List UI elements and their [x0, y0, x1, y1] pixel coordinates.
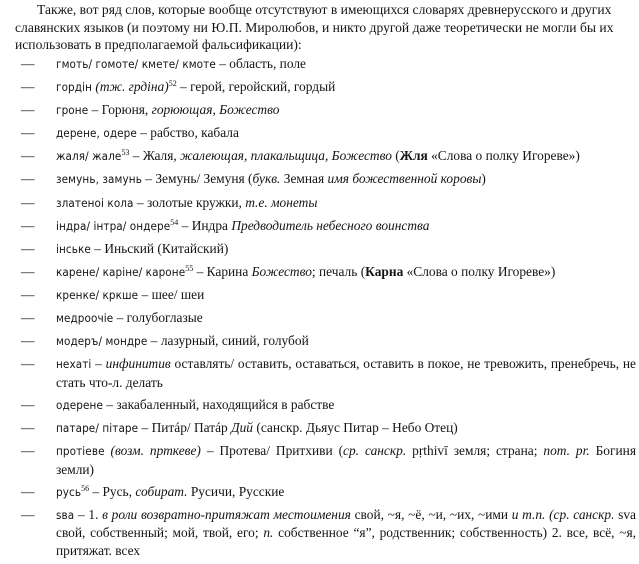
list-item: [21, 240, 636, 259]
translation: – голубоглазые: [113, 310, 203, 326]
dash-bullet: —: [21, 56, 35, 71]
intro-line: славянских языков (и поэтому ни Ю.П. Миролюбов, и никто другой даже теоретически не могли бы их: [15, 19, 614, 35]
dash-bullet: —: [21, 333, 35, 349]
bold-word: Жля: [399, 148, 428, 164]
footnote-ref: 54: [170, 217, 179, 227]
dash-bullet: —: [21, 263, 35, 279]
grammar-note: в роли возвратно-притяжат местоимения: [102, 506, 351, 522]
dash-bullet: —: [21, 171, 35, 187]
word-list: [21, 55, 636, 564]
list-item: [21, 309, 636, 328]
list-item: [21, 355, 636, 391]
list-item: [21, 419, 636, 438]
dash-bullet: —: [21, 240, 35, 256]
source-word: гроне: [56, 103, 89, 118]
list-item: [21, 55, 636, 74]
abbr: n.: [263, 525, 274, 541]
translation: – Русь,: [89, 483, 136, 499]
translation: – шее/ шеи: [138, 286, 205, 302]
list-item: [21, 194, 636, 213]
text: Богиня земли): [56, 443, 636, 477]
dash-bullet: —: [21, 217, 35, 233]
dash-bullet: —: [21, 419, 35, 435]
dash-bullet: —: [21, 483, 35, 499]
abbr: собират.: [135, 483, 188, 499]
dash-bullet: —: [21, 125, 35, 141]
dash-bullet: —: [21, 443, 35, 458]
translation: – лазурный, синий, голубой: [147, 333, 309, 349]
list-item: [21, 170, 636, 189]
translation: – Питáр/ Патáр: [138, 419, 232, 435]
dash-bullet: —: [21, 506, 35, 522]
abbr: пот. pr.: [543, 443, 590, 458]
variant-note: (возм. прткеве): [110, 443, 201, 458]
intro-line: Также, вот ряд слов, которые вообще отсутствуют в имеющихся словарях древнерусского и других: [37, 2, 612, 17]
dash-bullet: —: [21, 396, 35, 412]
dash-bullet: —: [21, 310, 35, 326]
variant-note: (тж. грдіна): [95, 79, 169, 95]
source-word: медроочіе: [56, 311, 114, 326]
translation-italic: Дий: [231, 419, 254, 435]
footnote-ref: 56: [81, 483, 90, 493]
list-item: [21, 124, 636, 143]
text: ; печаль (: [311, 263, 366, 279]
source-word: дерене, одере: [56, 126, 137, 141]
dash-bullet: —: [21, 148, 35, 164]
list-item: [21, 147, 636, 166]
source-word: жаля/ жале: [56, 149, 122, 164]
text: ): [481, 171, 486, 187]
source-word: модеръ/ мондре: [56, 334, 148, 349]
translation: – область, поле: [215, 56, 306, 71]
source-word: індра/ інтра/ ондере: [56, 218, 171, 233]
footnote-ref: 55: [185, 263, 194, 273]
translation-italic: жалеющая, плакальщица, Божество: [180, 148, 392, 164]
text: – 1.: [74, 506, 103, 522]
dash-bullet: —: [21, 356, 35, 372]
text: pṛthivī земля; страна;: [406, 443, 544, 458]
footnote-ref: 53: [121, 148, 130, 158]
abbr: букв.: [252, 171, 281, 187]
text: собственное “я”, родственник; собственность) 2. все, всё, ~я, притяжат. всех: [56, 525, 637, 558]
intro-line: использовать в предполагаемой фальсификации):: [15, 37, 302, 52]
list-item: [21, 101, 636, 120]
text: (санскр.: [253, 419, 306, 435]
footnote-ref: 52: [168, 79, 177, 89]
source-word: патаре/ пітаре: [56, 420, 139, 435]
intro-paragraph: [15, 1, 635, 54]
text: (: [391, 148, 400, 164]
list-item: [21, 506, 636, 560]
list-item: [21, 263, 636, 282]
list-item: [21, 78, 636, 97]
source-word: гордін: [56, 80, 93, 95]
translation: – рабство, кабала: [136, 125, 239, 141]
abbr: и т.п. (ср. санскр.: [511, 506, 615, 522]
dash-bullet: —: [21, 286, 35, 302]
translation-italic: имя божественной коровы: [327, 171, 482, 187]
translation-italic: Предводитель небесного воинства: [231, 217, 430, 233]
text: Земная: [280, 171, 328, 187]
text: Русичи, Русские: [187, 483, 285, 499]
source-word: русь: [56, 484, 82, 499]
list-item: [21, 332, 636, 351]
source-word: карене/ каріне/ кароне: [56, 264, 186, 279]
translation: – герой, геройский, гордый: [176, 79, 336, 95]
grammar-note: инфинитив: [105, 356, 171, 372]
source-word: кренке/ кркше: [56, 287, 139, 302]
list-item: [21, 217, 636, 236]
list-item: [21, 286, 636, 305]
text: Дьяус Питар: [305, 419, 379, 435]
translation-italic: Божество: [251, 263, 312, 279]
translation: – Иньский (Китайский): [90, 240, 229, 256]
translation: – Протева/ Притхиви (: [200, 443, 344, 458]
dash-bullet: —: [21, 194, 35, 210]
dash-bullet: —: [21, 79, 35, 95]
text: –: [91, 356, 106, 372]
translation: – золотые кружки: [133, 194, 239, 210]
abbr: ср. санскр.: [343, 443, 407, 458]
translation: оставлять/ оставить, оставаться, оставить в покое, не тревожить, пренебречь, не стать что-л. делать: [56, 356, 636, 390]
source-word: златеноі кола: [56, 195, 134, 210]
text: sva свой, собственный; мой, твой, его;: [56, 506, 636, 541]
text: «Слова о полку Игореве»): [403, 263, 556, 279]
source-word: гмоть/ гомоте/ кмете/ кмоте: [56, 57, 216, 71]
bold-word: Карна: [365, 263, 404, 279]
list-item: [21, 396, 636, 415]
source-word: інське: [56, 241, 91, 256]
translation: – закабаленный, находящийся в рабстве: [103, 396, 335, 412]
translation: – Жаля,: [129, 148, 181, 164]
list-item: [21, 483, 636, 502]
text: «Слова о полку Игореве»): [427, 148, 580, 164]
translation: свой, ~я, ~ё, ~и, ~их, ~ими: [350, 506, 512, 522]
translation-italic: , т.е. монеты: [238, 194, 318, 210]
translation: – Земунь/ Земуня (: [141, 171, 253, 187]
dash-bullet: —: [21, 102, 35, 118]
source-word: ѕва: [56, 507, 75, 522]
list-item: [21, 442, 636, 478]
translation-italic: горюющая, Божество: [151, 102, 280, 118]
source-word: протіеве: [56, 444, 105, 458]
source-word: нехаті: [56, 357, 92, 372]
translation: – Горюня,: [88, 102, 152, 118]
source-word: одерене: [56, 397, 103, 412]
source-word: земунь, замунь: [56, 172, 142, 187]
translation: – Индра: [178, 217, 232, 233]
text: – Небо Отец): [378, 419, 458, 435]
translation: – Карина: [193, 263, 252, 279]
